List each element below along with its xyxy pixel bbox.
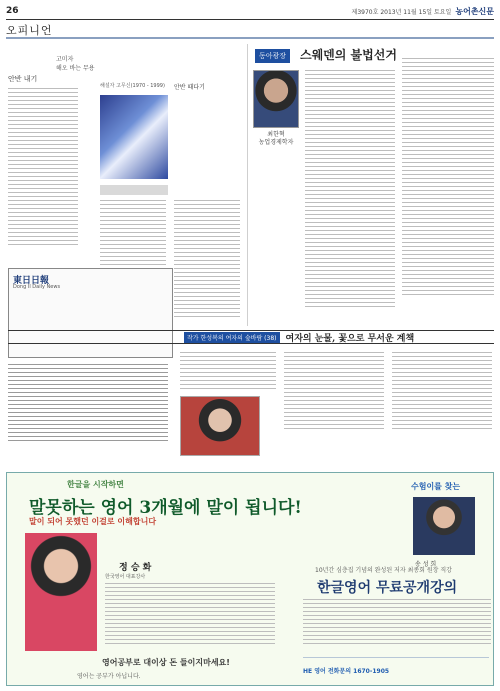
ad-director-name: 송 성 희 [415, 561, 437, 568]
ad-right-tagline: 10년간 심층집 기념의 완성된 저자 최종회 원장 직강 [315, 567, 452, 574]
author-name: 최한혁 [267, 131, 285, 138]
header-rule [6, 19, 494, 20]
left-article-photo [100, 95, 168, 179]
author-role: 농업경제학자 [258, 139, 294, 146]
ad-right-body [303, 599, 491, 649]
ad-teacher-name: 정 승 화 [119, 563, 152, 573]
left-article-byline [56, 55, 95, 73]
right-article-title: 스웨덴의 불법선거 [300, 48, 397, 62]
ad-contact-text: HE 영어 전화문의 1670-1905 [303, 668, 390, 675]
ad-contact [303, 657, 489, 677]
bottom-article-body-2 [284, 352, 384, 432]
ad-cta-sub: 영어는 공부가 아닙니다. [77, 673, 141, 680]
issue-date: 제3970호 2013년 11월 15일 토요일 [351, 8, 452, 16]
ad-redline: 말이 되어 못했던 이걸로 이해합니다 [29, 517, 157, 526]
left-article-caption: 해설자 고무신(1970 - 1999) [100, 83, 165, 89]
ad-right-top: 수험이를 찾는 [411, 482, 461, 491]
ad-teacher-tag: 한국영어 대표강사 [105, 574, 146, 580]
ad-subhead: 한글을 시작하면 [67, 480, 124, 489]
right-article-tag: 동아광장 [255, 49, 290, 63]
ad-teacher-photo [25, 533, 97, 651]
bottom-article-header [8, 330, 494, 344]
advertisement [6, 472, 494, 686]
paper-name: 농어촌신문 [455, 5, 494, 16]
masthead-info-text [8, 364, 168, 460]
byline-role: 해오 바는 무용 [56, 65, 95, 72]
bottom-article-photo [180, 396, 260, 456]
bottom-article-title: 여자의 눈물, 꽃으로 무서운 계책 [285, 333, 415, 344]
byline-name: 고미자 [56, 56, 74, 63]
column-divider [247, 44, 248, 326]
ad-headline: 말못하는 영어 3개월에 말이 됩니다! [29, 498, 302, 518]
right-article-body-2 [402, 58, 494, 325]
bottom-article-body-3 [392, 352, 492, 432]
masthead-subtitle: Dong Il Daily News [13, 284, 61, 290]
bottom-article-tag: 작가 한성복의 여자의 숲바람 (38) [184, 332, 280, 343]
section-title: 오피니언 [6, 24, 53, 37]
section-rule [6, 37, 494, 39]
photo-caption-strip [100, 185, 168, 195]
left-article-title: 안반 내기 [8, 75, 38, 83]
ad-right-headline: 한글영어 무료공개강의 [317, 580, 458, 596]
page-number: 26 [6, 6, 19, 16]
masthead-box [8, 268, 173, 358]
ad-cta: 영어공부로 대이상 돈 들이지마세요! [102, 658, 230, 667]
right-article-body-1 [305, 70, 395, 325]
ad-body-text [105, 583, 275, 651]
author-caption [253, 131, 299, 147]
author-photo [253, 70, 299, 128]
page-header [6, 4, 494, 18]
ad-director-photo [413, 497, 475, 555]
left-article-subheading: 안반 때다기 [174, 84, 205, 91]
masthead-logo: 東日日報 [13, 276, 50, 286]
